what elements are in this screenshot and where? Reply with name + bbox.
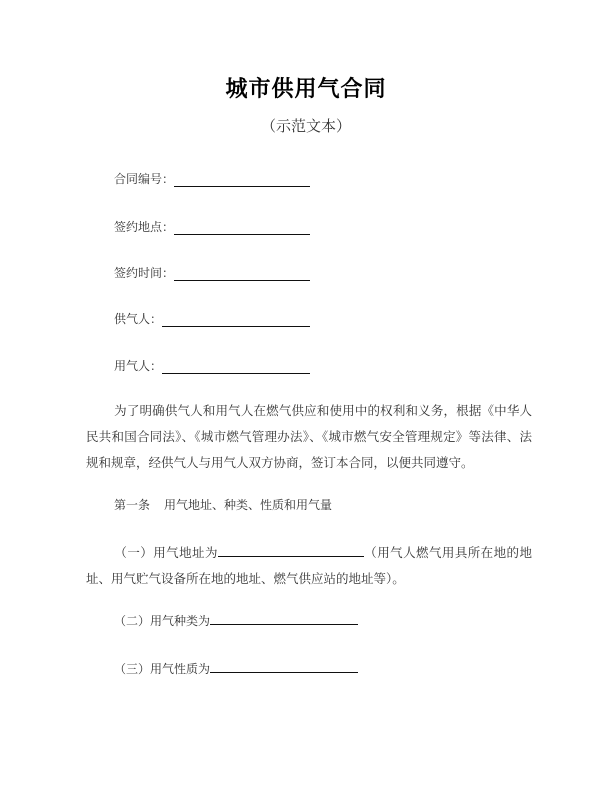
item-label: （二）用气种类为 <box>114 614 211 628</box>
gas-user-input[interactable] <box>162 361 310 374</box>
field-label: 用气人： <box>114 359 163 373</box>
item-label: （三）用气性质为 <box>114 662 211 676</box>
contract-number-input[interactable] <box>174 174 310 187</box>
gas-supplier-field <box>114 310 310 327</box>
gas-type-input[interactable] <box>210 613 358 625</box>
item-label: （一）用气地址为 <box>114 545 218 560</box>
document-subtitle: （示范文本） <box>260 117 351 135</box>
article-1-heading <box>114 496 332 513</box>
field-label: 合同编号： <box>114 172 175 186</box>
field-label: 签约时间： <box>114 266 175 280</box>
field-label: 供气人： <box>114 312 163 326</box>
signing-time-field <box>114 264 310 281</box>
field-label: 签约地点： <box>114 220 175 234</box>
article-number: 第一条 <box>114 498 151 512</box>
contract-number-field <box>114 170 310 187</box>
gas-nature-input[interactable] <box>210 661 358 673</box>
article-1-item-1 <box>86 540 532 592</box>
article-title: 用气地址、种类、性质和用气量 <box>164 498 333 512</box>
gas-user-field <box>114 357 310 374</box>
signing-time-input[interactable] <box>174 268 310 281</box>
signing-place-field <box>114 218 310 235</box>
article-1-item-2 <box>114 612 358 629</box>
document-title: 城市供用气合同 <box>225 77 387 102</box>
preamble-text: 为了明确供气人和用气人在燃气供应和使用中的权利和义务，根据《中华人民共和国合同法》、《城市燃气管理办法》、《城市燃气安全管理规定》等法律、法规和规章，经供气人与用气人双方协商，签订本合同，以便共同遵守。 <box>86 403 532 470</box>
item-note: （用气人燃气用具所在地的地址、用气贮气设备所在地的地址、燃气供应站的地址等）。 <box>86 545 532 586</box>
article-1-item-3 <box>114 660 358 677</box>
gas-supplier-input[interactable] <box>162 314 310 327</box>
signing-place-input[interactable] <box>174 222 310 235</box>
preamble-paragraph <box>86 398 532 476</box>
gas-address-input[interactable] <box>218 544 364 557</box>
